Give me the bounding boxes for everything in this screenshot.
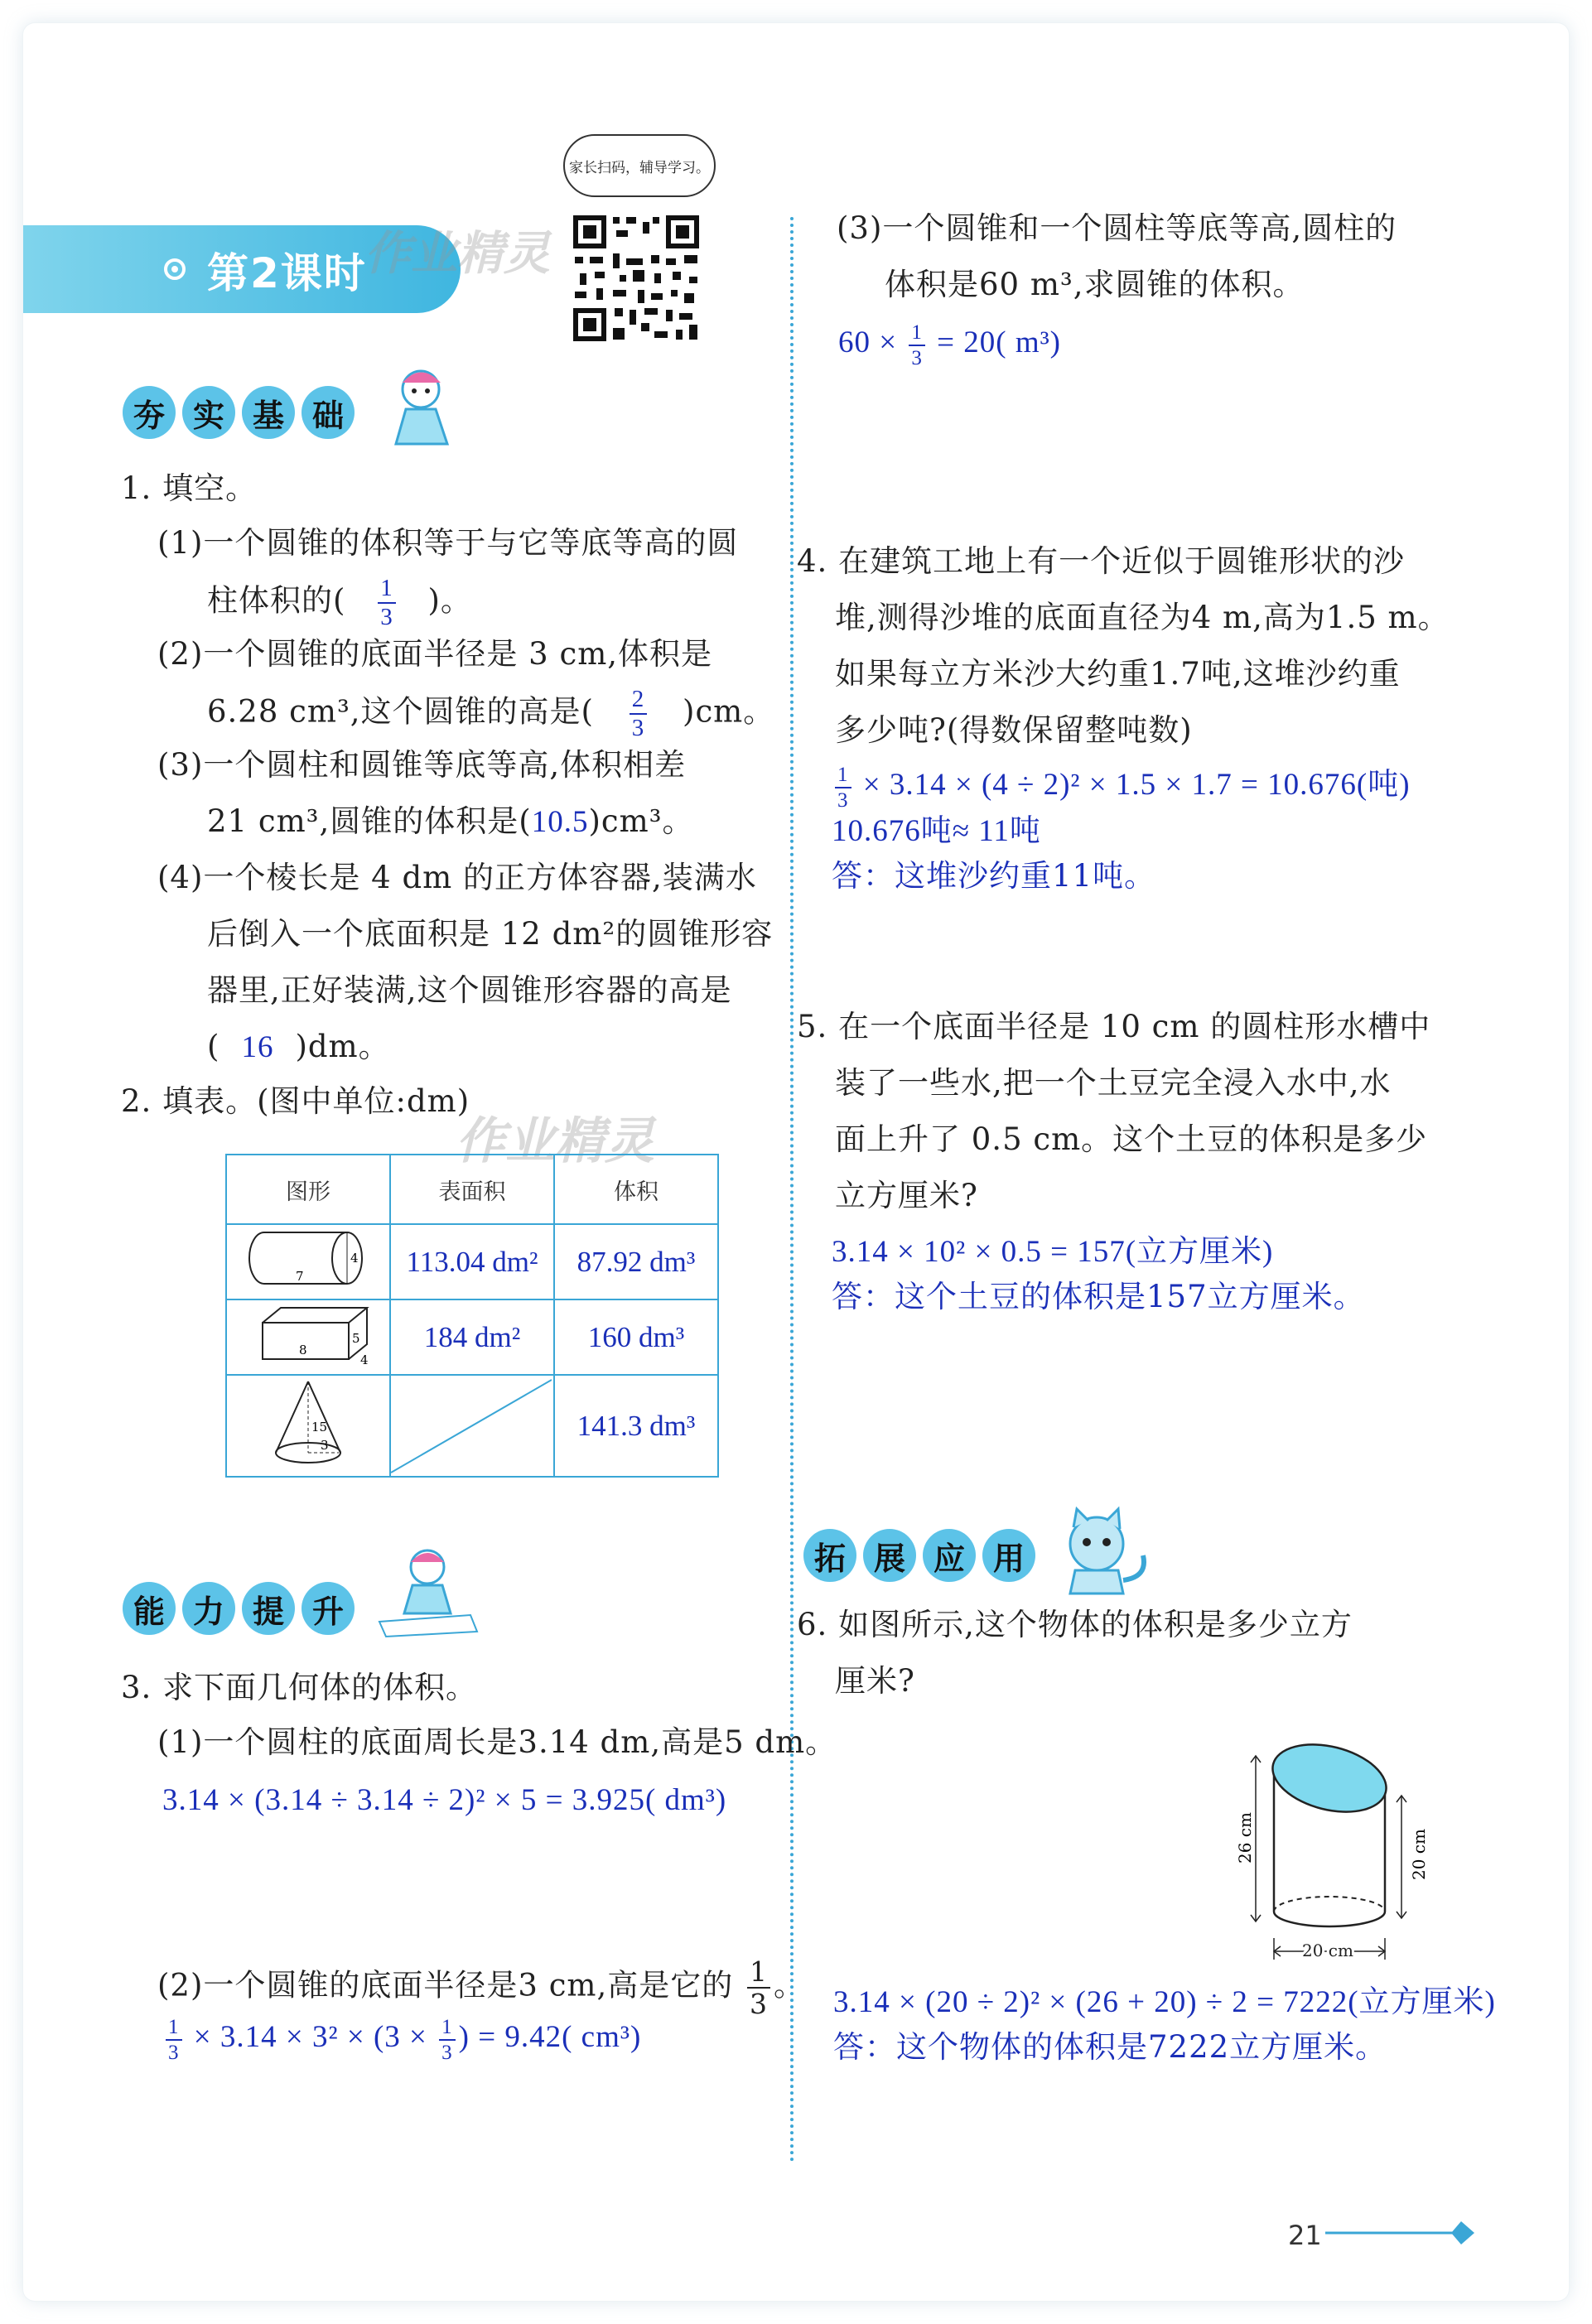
q1-p3-line1: (3)一个圆柱和圆锥等底等高,体积相差 (157, 747, 687, 783)
column-divider (790, 217, 794, 2163)
section-char: 应 (923, 1529, 976, 1582)
student-writing-icon (371, 1539, 479, 1638)
q4-line2: 堆,测得沙堆的底面直径为4 m,高为1.5 m。 (835, 600, 1450, 635)
section-char: 提 (242, 1582, 295, 1635)
q1-p1-answer: $\frac{1}{3}$ (378, 576, 396, 629)
section-char: 夯 (123, 386, 176, 439)
girl-mascot-icon (371, 358, 462, 449)
svg-text:15: 15 (311, 1420, 328, 1434)
q4-line4: 多少吨?(得数保留整吨数) (835, 712, 1193, 748)
q5-line3: 面上升了 0.5 cm。这个土豆的体积是多少 (835, 1121, 1428, 1157)
table-header: 表面积 (390, 1155, 554, 1224)
q1-p4-line2: 后倒入一个底面积是 12 dm²的圆锥形容 (207, 916, 774, 952)
svg-text:26 cm: 26 cm (1235, 1812, 1255, 1864)
section-char: 力 (182, 1582, 235, 1635)
section-char: 础 (302, 386, 355, 439)
q2-table (225, 1154, 719, 1478)
lesson-title: 第2课时 (207, 249, 367, 297)
table-cell-area: 184 dm² (390, 1299, 554, 1375)
table-header: 体积 (554, 1155, 718, 1224)
q3-p3-line1: (3)一个圆锥和一个圆柱等底等高,圆柱的 (837, 210, 1397, 246)
q1-title: 1. 填空。 (121, 470, 258, 506)
q5-line1: 5. 在一个底面半径是 10 cm 的圆柱形水槽中 (797, 1009, 1431, 1044)
q3-p2-fraction: $\frac{1}{3}$ (747, 1958, 770, 2018)
q4-answer-1: $\frac{1}{3}$ × 3.14 × (4 ÷ 2)² × 1.5 × 1.7 = 10.676(吨) (832, 764, 1411, 811)
q1-p3-answer: 10.5 (531, 805, 589, 839)
section-char: 能 (123, 1582, 176, 1635)
q1-p4-line3: 器里,正好装满,这个圆锥形容器的高是 (207, 972, 732, 1008)
slanted-cylinder-figure (1226, 1714, 1466, 1971)
svg-text:7: 7 (296, 1269, 304, 1284)
svg-text:8: 8 (299, 1343, 307, 1357)
svg-text:20 cm: 20 cm (1409, 1829, 1429, 1880)
section-ability (123, 1582, 355, 1635)
table-row (226, 1224, 718, 1299)
answer-fraction: $\frac{1}{3}$ (166, 2017, 182, 2063)
section-char: 展 (863, 1529, 916, 1582)
page-number: 21 (1288, 2220, 1322, 2251)
table-cell-volume: 160 dm³ (554, 1299, 718, 1375)
q5-line2: 装了一些水,把一个土豆完全浸入水中,水 (835, 1065, 1392, 1101)
section-char: 实 (182, 386, 235, 439)
q5-answer-1: 3.14 × 10² × 0.5 = 157(立方厘米) (832, 1235, 1274, 1269)
lesson-dot-icon (164, 258, 186, 280)
q3-p2-answer: $\frac{1}{3}$ × 3.14 × 3² × (3 × $\frac{1}{3}$ ) = 9.42( cm³) (162, 2016, 641, 2063)
q6-answer-1: 3.14 × (20 ÷ 2)² × (26 + 20) ÷ 2 = 7222(立方厘米) (833, 1985, 1496, 2019)
section-extension (803, 1529, 1035, 1582)
table-cell-volume: 87.92 dm³ (554, 1224, 718, 1299)
q1-p1-line2: 柱体积的( $\frac{1}{3}$ )。 (207, 575, 472, 630)
table-row (226, 1299, 718, 1375)
qr-caption-bubble: 家长扫码，辅导学习。 (563, 134, 716, 197)
table-cell-area: 113.04 dm² (390, 1224, 554, 1299)
q1-p3-line2: 21 cm³,圆锥的体积是(10.5)cm³。 (207, 803, 694, 839)
answer-fraction: $\frac{1}{3}$ (835, 764, 851, 811)
q3-p1: (1)一个圆柱的底面周长是3.14 dm,高是5 dm。 (157, 1724, 837, 1760)
q3-title: 3. 求下面几何体的体积。 (121, 1670, 478, 1705)
q6-line1: 6. 如图所示,这个物体的体积是多少立方 (797, 1607, 1353, 1642)
q3-p3-answer: 60 × $\frac{1}{3}$ = 20( m³) (838, 321, 1062, 369)
cuboid-figure (226, 1299, 390, 1375)
section-char: 拓 (803, 1529, 856, 1582)
table-cell-area-empty (390, 1375, 554, 1477)
section-basics (123, 386, 355, 439)
cone-figure (226, 1375, 390, 1477)
table-row (226, 1375, 718, 1477)
answer-fraction: $\frac{1}{3}$ (909, 322, 925, 369)
q6-line2: 厘米? (835, 1663, 915, 1699)
page-arrow-icon (1325, 2216, 1483, 2249)
answer-fraction: $\frac{1}{3}$ (439, 2017, 456, 2063)
section-char: 用 (982, 1529, 1035, 1582)
q1-p2-answer: $\frac{2}{3}$ (630, 687, 648, 740)
svg-text:5: 5 (352, 1331, 360, 1346)
q1-p2-line1: (2)一个圆锥的底面半径是 3 cm,体积是 (157, 636, 713, 672)
q5-answer-2: 答：这个土豆的体积是157立方厘米。 (832, 1279, 1365, 1314)
q4-line1: 4. 在建筑工地上有一个近似于圆锥形状的沙 (797, 543, 1406, 579)
svg-text:4: 4 (350, 1251, 359, 1266)
section-char: 基 (242, 386, 295, 439)
q6-answer-2: 答：这个物体的体积是7222立方厘米。 (833, 2029, 1387, 2065)
q5-line4: 立方厘米? (835, 1178, 978, 1213)
qr-code[interactable] (572, 214, 701, 343)
q3-p1-answer: 3.14 × (3.14 ÷ 3.14 ÷ 2)² × 5 = 3.925( dm³) (162, 1783, 727, 1817)
svg-text:20 cm: 20 cm (1302, 1941, 1353, 1960)
q3-p2: (2)一个圆锥的底面半径是3 cm,高是它的 $\frac{1}{3}$ 。 (157, 1955, 806, 2020)
svg-text:4: 4 (360, 1352, 369, 1366)
q1-p4-line4: ( 16 )dm。 (207, 1029, 390, 1064)
cat-mascot-icon (1045, 1506, 1153, 1598)
watermark: 作业精灵 (456, 1112, 654, 1170)
table-cell-volume: 141.3 dm³ (554, 1375, 718, 1477)
q4-line3: 如果每立方米沙大约重1.7吨,这堆沙约重 (835, 656, 1401, 692)
table-header: 图形 (226, 1155, 390, 1224)
svg-text:3: 3 (321, 1438, 329, 1453)
watermark: 作业精灵 (364, 227, 550, 281)
q4-answer-3: 答：这堆沙约重11吨。 (832, 858, 1156, 894)
q4-answer-2: 10.676吨≈ 11吨 (832, 814, 1041, 848)
q2-title: 2. 填表。(图中单位:dm) (121, 1083, 470, 1119)
section-char: 升 (302, 1582, 355, 1635)
q1-p4-line1: (4)一个棱长是 4 dm 的正方体容器,装满水 (157, 860, 757, 895)
q3-p3-line2: 体积是60 m³,求圆锥的体积。 (885, 267, 1305, 302)
cylinder-figure (226, 1224, 390, 1299)
q1-p4-answer: 16 (241, 1030, 274, 1064)
q1-p2-line2: 6.28 cm³,这个圆锥的高是( $\frac{2}{3}$ )cm。 (207, 686, 775, 741)
q1-p1-line1: (1)一个圆锥的体积等于与它等底等高的圆 (157, 525, 739, 561)
